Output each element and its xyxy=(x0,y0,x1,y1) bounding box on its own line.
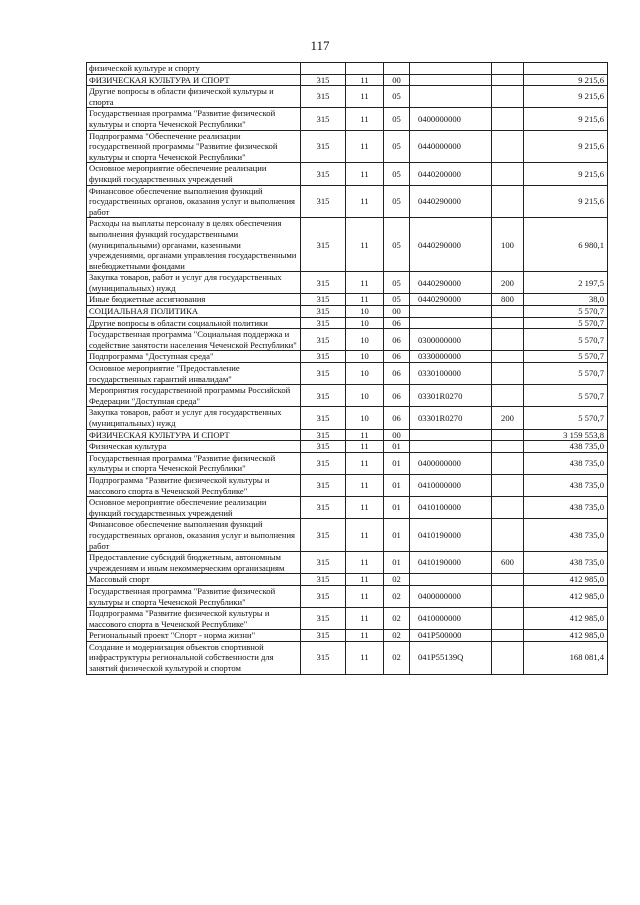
row-subsection-code: 01 xyxy=(384,497,410,519)
row-name: Массовый спорт xyxy=(87,574,301,586)
row-amount: 9 215,6 xyxy=(524,185,608,218)
row-name: Мероприятия государственной программы Российской Федерации "Доступная среда" xyxy=(87,385,301,407)
row-target-article xyxy=(410,574,492,586)
row-expense-type xyxy=(492,317,524,329)
row-amount: 438 735,0 xyxy=(524,452,608,474)
row-subsection-code: 06 xyxy=(384,351,410,363)
row-ved-code: 315 xyxy=(301,218,346,272)
row-amount: 438 735,0 xyxy=(524,552,608,574)
table-row xyxy=(87,519,608,552)
row-section-code: 10 xyxy=(346,306,384,318)
table-row xyxy=(87,218,608,272)
table-row xyxy=(87,474,608,496)
row-name: Другие вопросы в области социальной политики xyxy=(87,317,301,329)
row-section-code: 10 xyxy=(346,385,384,407)
table-row xyxy=(87,585,608,607)
row-ved-code: 315 xyxy=(301,630,346,642)
table-row xyxy=(87,351,608,363)
row-section-code: 11 xyxy=(346,108,384,130)
row-expense-type xyxy=(492,574,524,586)
row-expense-type xyxy=(492,585,524,607)
row-name: Основное мероприятие обеспечение реализации функций государственных учреждений xyxy=(87,163,301,185)
row-ved-code: 315 xyxy=(301,130,346,163)
row-expense-type xyxy=(492,630,524,642)
row-ved-code: 315 xyxy=(301,351,346,363)
row-subsection-code: 00 xyxy=(384,306,410,318)
row-target-article: 0300000000 xyxy=(410,329,492,351)
row-expense-type xyxy=(492,63,524,75)
row-ved-code: 315 xyxy=(301,185,346,218)
row-amount: 168 081,4 xyxy=(524,641,608,674)
row-ved-code: 315 xyxy=(301,407,346,429)
row-expense-type: 600 xyxy=(492,552,524,574)
row-amount: 3 159 553,8 xyxy=(524,429,608,441)
row-target-article xyxy=(410,63,492,75)
row-target-article: 0440290000 xyxy=(410,185,492,218)
row-amount: 5 570,7 xyxy=(524,351,608,363)
row-name: Региональный проект "Спорт - норма жизни" xyxy=(87,630,301,642)
row-subsection-code: 06 xyxy=(384,317,410,329)
row-expense-type xyxy=(492,306,524,318)
row-name: Государственная программа "Развитие физической культуры и спорта Чеченской Республики" xyxy=(87,108,301,130)
row-target-article xyxy=(410,441,492,453)
row-target-article: 03301R0270 xyxy=(410,385,492,407)
row-section-code: 11 xyxy=(346,429,384,441)
row-name: Основное мероприятие "Предоставление государственных гарантий инвалидам" xyxy=(87,363,301,385)
row-name: Основное мероприятие обеспечение реализации функций государственных учреждений xyxy=(87,497,301,519)
row-ved-code: 315 xyxy=(301,608,346,630)
row-ved-code: 315 xyxy=(301,474,346,496)
row-name: Подпрограмма "Развитие физической культуры и массового спорта в Чеченской Республике" xyxy=(87,608,301,630)
row-expense-type xyxy=(492,497,524,519)
row-amount: 412 985,0 xyxy=(524,585,608,607)
table-row xyxy=(87,130,608,163)
row-target-article: 041P500000 xyxy=(410,630,492,642)
row-amount xyxy=(524,63,608,75)
row-subsection-code: 06 xyxy=(384,407,410,429)
row-ved-code: 315 xyxy=(301,385,346,407)
row-section-code: 10 xyxy=(346,317,384,329)
row-target-article: 0410000000 xyxy=(410,608,492,630)
table-row xyxy=(87,552,608,574)
row-expense-type xyxy=(492,452,524,474)
row-target-article: 0400000000 xyxy=(410,452,492,474)
row-expense-type xyxy=(492,441,524,453)
row-amount: 412 985,0 xyxy=(524,574,608,586)
row-expense-type xyxy=(492,429,524,441)
row-subsection-code: 02 xyxy=(384,574,410,586)
row-ved-code: 315 xyxy=(301,329,346,351)
row-amount: 38,0 xyxy=(524,294,608,306)
row-subsection-code: 05 xyxy=(384,218,410,272)
table-row xyxy=(87,185,608,218)
table-row xyxy=(87,317,608,329)
row-expense-type: 200 xyxy=(492,407,524,429)
row-amount: 5 570,7 xyxy=(524,385,608,407)
row-subsection-code: 00 xyxy=(384,74,410,86)
row-name: СОЦИАЛЬНАЯ ПОЛИТИКА xyxy=(87,306,301,318)
table-row xyxy=(87,363,608,385)
row-target-article: 0410000000 xyxy=(410,474,492,496)
row-section-code: 11 xyxy=(346,163,384,185)
row-amount: 6 980,1 xyxy=(524,218,608,272)
row-section-code: 11 xyxy=(346,641,384,674)
row-ved-code: 315 xyxy=(301,163,346,185)
row-subsection-code: 02 xyxy=(384,641,410,674)
row-amount: 9 215,6 xyxy=(524,163,608,185)
row-expense-type xyxy=(492,351,524,363)
page-number: 117 xyxy=(310,38,330,53)
row-name: Предоставление субсидий бюджетным, автономным учреждениям и иным некоммерческим организациям xyxy=(87,552,301,574)
row-ved-code: 315 xyxy=(301,552,346,574)
row-target-article: 0440290000 xyxy=(410,294,492,306)
table-row xyxy=(87,385,608,407)
row-name: Подпрограмма "Доступная среда" xyxy=(87,351,301,363)
row-section-code: 11 xyxy=(346,497,384,519)
row-section-code: 11 xyxy=(346,608,384,630)
row-section-code: 11 xyxy=(346,218,384,272)
row-expense-type xyxy=(492,519,524,552)
table-row xyxy=(87,108,608,130)
table-row xyxy=(87,452,608,474)
row-target-article: 0440290000 xyxy=(410,272,492,294)
row-expense-type xyxy=(492,385,524,407)
row-expense-type: 200 xyxy=(492,272,524,294)
row-ved-code: 315 xyxy=(301,86,346,108)
row-ved-code: 315 xyxy=(301,641,346,674)
row-target-article: 0440290000 xyxy=(410,218,492,272)
row-ved-code: 315 xyxy=(301,429,346,441)
row-ved-code: 315 xyxy=(301,452,346,474)
row-target-article: 0400000000 xyxy=(410,108,492,130)
row-expense-type xyxy=(492,608,524,630)
row-amount: 438 735,0 xyxy=(524,519,608,552)
row-section-code: 10 xyxy=(346,407,384,429)
row-target-article xyxy=(410,317,492,329)
row-target-article xyxy=(410,306,492,318)
row-ved-code: 315 xyxy=(301,441,346,453)
row-amount: 5 570,7 xyxy=(524,407,608,429)
row-section-code: 11 xyxy=(346,630,384,642)
row-subsection-code: 01 xyxy=(384,519,410,552)
row-ved-code: 315 xyxy=(301,294,346,306)
row-expense-type xyxy=(492,474,524,496)
row-subsection-code: 06 xyxy=(384,363,410,385)
row-section-code: 10 xyxy=(346,329,384,351)
row-amount: 412 985,0 xyxy=(524,608,608,630)
row-subsection-code: 01 xyxy=(384,474,410,496)
row-subsection-code: 06 xyxy=(384,329,410,351)
row-target-article: 041P55139Q xyxy=(410,641,492,674)
row-target-article xyxy=(410,429,492,441)
row-target-article: 0400000000 xyxy=(410,585,492,607)
table-row xyxy=(87,429,608,441)
table-row xyxy=(87,306,608,318)
row-expense-type: 800 xyxy=(492,294,524,306)
row-target-article: 0440200000 xyxy=(410,163,492,185)
row-expense-type xyxy=(492,74,524,86)
row-subsection-code xyxy=(384,63,410,75)
table-row xyxy=(87,407,608,429)
row-name: Финансовое обеспечение выполнения функций государственных органов, оказания услуг и выполнения работ xyxy=(87,185,301,218)
row-expense-type xyxy=(492,363,524,385)
budget-table xyxy=(86,62,608,675)
row-subsection-code: 00 xyxy=(384,429,410,441)
row-ved-code: 315 xyxy=(301,74,346,86)
row-amount: 5 570,7 xyxy=(524,329,608,351)
row-expense-type xyxy=(492,86,524,108)
row-expense-type xyxy=(492,130,524,163)
row-amount: 438 735,0 xyxy=(524,441,608,453)
row-subsection-code: 02 xyxy=(384,630,410,642)
row-expense-type xyxy=(492,329,524,351)
row-expense-type xyxy=(492,641,524,674)
row-ved-code: 315 xyxy=(301,108,346,130)
row-target-article: 03301R0270 xyxy=(410,407,492,429)
table-row xyxy=(87,272,608,294)
row-subsection-code: 05 xyxy=(384,108,410,130)
row-section-code xyxy=(346,63,384,75)
row-name: Закупка товаров, работ и услуг для государственных (муниципальных) нужд xyxy=(87,272,301,294)
row-expense-type xyxy=(492,185,524,218)
row-expense-type xyxy=(492,163,524,185)
table-row xyxy=(87,641,608,674)
row-amount: 9 215,6 xyxy=(524,108,608,130)
table-row xyxy=(87,163,608,185)
table-row xyxy=(87,608,608,630)
table-row xyxy=(87,441,608,453)
row-amount: 412 985,0 xyxy=(524,630,608,642)
row-target-article: 0330000000 xyxy=(410,351,492,363)
row-target-article: 0410100000 xyxy=(410,497,492,519)
table-row xyxy=(87,630,608,642)
row-subsection-code: 05 xyxy=(384,272,410,294)
row-section-code: 10 xyxy=(346,363,384,385)
row-subsection-code: 05 xyxy=(384,294,410,306)
row-ved-code: 315 xyxy=(301,317,346,329)
row-subsection-code: 05 xyxy=(384,163,410,185)
row-subsection-code: 05 xyxy=(384,86,410,108)
row-section-code: 10 xyxy=(346,351,384,363)
row-section-code: 11 xyxy=(346,452,384,474)
row-amount: 9 215,6 xyxy=(524,130,608,163)
row-amount: 5 570,7 xyxy=(524,306,608,318)
row-section-code: 11 xyxy=(346,441,384,453)
row-amount: 5 570,7 xyxy=(524,317,608,329)
row-amount: 5 570,7 xyxy=(524,363,608,385)
row-section-code: 11 xyxy=(346,86,384,108)
row-amount: 438 735,0 xyxy=(524,497,608,519)
row-name: Расходы на выплаты персоналу в целях обеспечения выполнения функций государственными (муниципальными) органами, казенными учреждениями, органами управления государственными внебюджетными фондами xyxy=(87,218,301,272)
row-section-code: 11 xyxy=(346,294,384,306)
row-amount: 9 215,6 xyxy=(524,86,608,108)
table-row xyxy=(87,74,608,86)
row-subsection-code: 01 xyxy=(384,552,410,574)
row-target-article: 0410190000 xyxy=(410,552,492,574)
row-name: Государственная программа "Социальная поддержка и содействие занятости населения Чеченской Республики" xyxy=(87,329,301,351)
row-name: Государственная программа "Развитие физической культуры и спорта Чеченской Республики" xyxy=(87,585,301,607)
row-subsection-code: 05 xyxy=(384,185,410,218)
row-section-code: 11 xyxy=(346,585,384,607)
row-name: Физическая культура xyxy=(87,441,301,453)
row-name: Подпрограмма "Обеспечение реализации государственной программы "Развитие физической культуры и спорта Чеченской Республики" xyxy=(87,130,301,163)
table-row xyxy=(87,329,608,351)
row-section-code: 11 xyxy=(346,474,384,496)
table-row xyxy=(87,63,608,75)
row-section-code: 11 xyxy=(346,272,384,294)
table-row xyxy=(87,497,608,519)
row-name: Закупка товаров, работ и услуг для государственных (муниципальных) нужд xyxy=(87,407,301,429)
row-section-code: 11 xyxy=(346,519,384,552)
row-ved-code xyxy=(301,63,346,75)
table-row xyxy=(87,294,608,306)
row-ved-code: 315 xyxy=(301,585,346,607)
row-amount: 2 197,5 xyxy=(524,272,608,294)
row-subsection-code: 05 xyxy=(384,130,410,163)
row-ved-code: 315 xyxy=(301,306,346,318)
row-name: Подпрограмма "Развитие физической культуры и массового спорта в Чеченской Республике" xyxy=(87,474,301,496)
row-name: Другие вопросы в области физической культуры и спорта xyxy=(87,86,301,108)
row-ved-code: 315 xyxy=(301,574,346,586)
row-target-article xyxy=(410,86,492,108)
row-section-code: 11 xyxy=(346,552,384,574)
row-name: ФИЗИЧЕСКАЯ КУЛЬТУРА И СПОРТ xyxy=(87,74,301,86)
row-section-code: 11 xyxy=(346,185,384,218)
row-subsection-code: 01 xyxy=(384,452,410,474)
row-ved-code: 315 xyxy=(301,497,346,519)
table-row xyxy=(87,574,608,586)
row-name: Создание и модернизация объектов спортивной инфраструктуры региональной собственности для занятий физической культурой и спортом xyxy=(87,641,301,674)
row-ved-code: 315 xyxy=(301,272,346,294)
row-subsection-code: 01 xyxy=(384,441,410,453)
row-target-article: 0330100000 xyxy=(410,363,492,385)
row-amount: 9 215,6 xyxy=(524,74,608,86)
row-ved-code: 315 xyxy=(301,519,346,552)
row-name: ФИЗИЧЕСКАЯ КУЛЬТУРА И СПОРТ xyxy=(87,429,301,441)
row-section-code: 11 xyxy=(346,74,384,86)
row-subsection-code: 02 xyxy=(384,585,410,607)
row-target-article: 0410190000 xyxy=(410,519,492,552)
row-expense-type xyxy=(492,108,524,130)
row-target-article xyxy=(410,74,492,86)
row-expense-type: 100 xyxy=(492,218,524,272)
row-amount: 438 735,0 xyxy=(524,474,608,496)
row-ved-code: 315 xyxy=(301,363,346,385)
row-name: Государственная программа "Развитие физической культуры и спорта Чеченской Республики" xyxy=(87,452,301,474)
row-name: Иные бюджетные ассигнования xyxy=(87,294,301,306)
row-section-code: 11 xyxy=(346,574,384,586)
table-row xyxy=(87,86,608,108)
row-section-code: 11 xyxy=(346,130,384,163)
row-target-article: 0440000000 xyxy=(410,130,492,163)
row-subsection-code: 02 xyxy=(384,608,410,630)
row-name: физической культуре и спорту xyxy=(87,63,301,75)
row-subsection-code: 06 xyxy=(384,385,410,407)
row-name: Финансовое обеспечение выполнения функций государственных органов, оказания услуг и выполнения работ xyxy=(87,519,301,552)
